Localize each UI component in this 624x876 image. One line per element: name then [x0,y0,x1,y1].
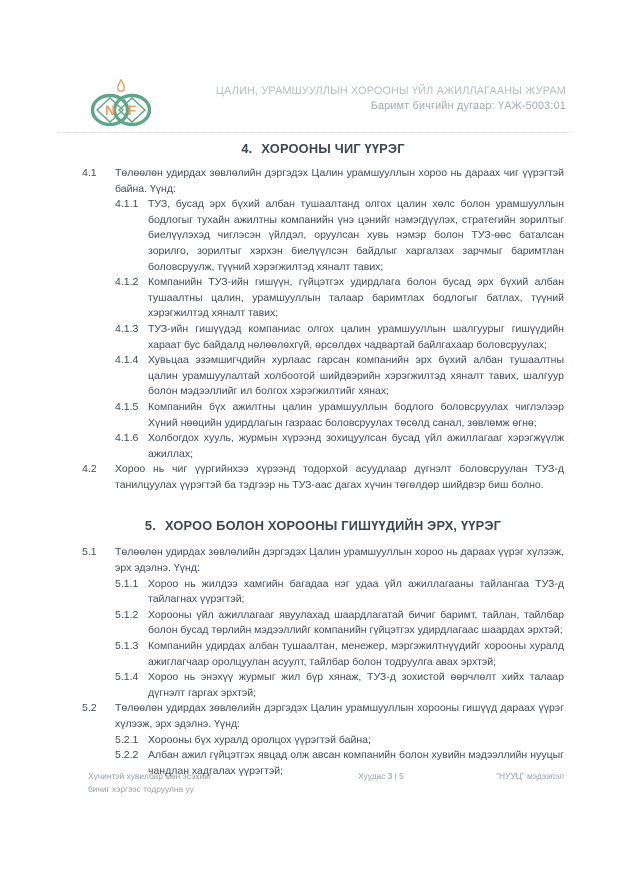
clause-number: 4.1.2 [115,276,139,289]
clause-number: 4.1.6 [115,432,139,445]
page-footer [88,770,564,796]
clause-number: 5.1 [82,546,97,559]
clause-number: 4.1.5 [115,400,139,413]
clause-text: Хорооны бүх хуралд оролцох үүрэгтэй байна; [148,733,371,746]
document-title: ЦАЛИН, УРАМШУУЛЛЫН ХОРООНЫ ҮЙЛ АЖИЛЛАГААНЫ ЖУРАМ [215,85,566,97]
clause-text: Төлөөлөн удирдах зөвлөлийн дэргэдэх Цалин урамшууллын хорооны гишүүд дараах үүрэг хүлээж, эрх эдэлнэ. Үүнд: [115,702,564,730]
clause-5-1-1 [115,577,564,608]
clause-number: 5.1.1 [115,577,139,590]
clause-text: Хороо нь жилдээ хамгийн багадаа нэг удаа үйл ажиллагааны тайлангаа ТУЗ-д тайлагнах үүрэгтэй; [148,577,564,606]
company-logo [88,78,154,132]
clause-5-1-3 [115,639,564,670]
clause-text: Хорооны үйл ажиллагааг явуулахад шаардлагатай бичиг баримт, тайлан, тайлбар болон бусад төрлийн мэдээллийг компанийн гүйцэтгэх удирдлагаас шаардах эрхтэй; [148,608,564,637]
footer-page-number: Хуудас 3 | 5 [358,771,404,781]
footer-confidentiality-label: “НУУЦ” мэдээлэл [496,771,564,781]
clause-text: Төлөөлөн удирдах зөвлөлийн дэргэдэх Цалин урамшууллын хороо нь дараах чиг үүрэгтэй байна. Үүнд: [115,167,564,195]
clause-number: 5.1.2 [115,608,139,621]
footer-validity-note [88,770,308,796]
clause-4-1-3 [115,322,564,353]
clause-number: 5.2.1 [115,733,139,746]
clause-4-1-6 [115,431,564,462]
clause-text: Хороо нь энэхүү журмыг жил бүр хянаж, ТУЗ-д зохистой өөрчлөлт хийх талаар дүгнэлт гаргах эрхтэй; [148,671,564,699]
clause-5-1-4 [115,670,564,701]
clause-4-2 [82,462,564,493]
clause-text: ТУЗ-ийн гишүүдэд компаниас олгох цалин урамшууллын шалгуурыг гишүүдийн хараат бус байдалд нөлөөлөхгүй, өрсөлдөх чадвартай байлгахаар боловсруулах; [148,322,564,351]
section-5-heading [82,518,564,534]
clause-4-1-4 [115,353,564,400]
clause-text: ТУЗ, бусад эрх бүхий албан тушаалтанд олгох цалин хөлс болон урамшууллын бодлогыг тухайн ажилтны компанийн үнэ цэнийг нэмэгдүүлэх, стратегийн зорилтыг биелүүлэхэд чиглэсэн үйлдэл, оруулсан хувь нэмэр болон ТУЗ-өөс баталсан зорилго, зорилтыг хэрхэн биелүүлсэн байдлыг харгалзах зарчмыг баримтлан боловсруулж, түүний хэрэгжилтэд хяналт тавих; [148,198,564,273]
clause-text: Хувьцаа эзэмшигчдийн хурлаас гарсан компанийн эрх бүхий албан тушаалтны цалин урамшуулалтай холбоотой шийдвэрийн хэрэгжилтэд хяналт тавих, шалгуур болон мэдээллийг ил болгох хэрэгжилтийг хянах; [148,354,564,398]
footer-validity-line2: бичиг хэргээс тодруулна уу [88,784,194,794]
clause-text: Хороо нь чиг үүргийнхээ хүрээнд тодорхой асуудлаар дүгнэлт боловсруулан ТУЗ-д танилцуулах үүрэгтэй ба тэдгээр нь ТУЗ-аас дагах хүчин төгөлдөр шийдвэр биш болно. [115,463,564,491]
svg-text:F: F [127,102,137,118]
clause-number: 5.1.3 [115,640,139,653]
document-header [88,76,566,132]
section-number: 4. [241,141,253,156]
clause-4-1-2 [115,275,564,322]
logo-flame-icon [118,80,125,91]
section-4-heading [82,141,564,157]
clause-text: Компанийн ТУЗ-ийн гишүүн, гүйцэтгэх удирдлага болон бусад эрх бүхий албан тушаалтны цалин, урамшууллын талаар баримтлах бодлогыг батлах, түүний хэрэгжилтэд хяналт тавих; [148,276,564,320]
clause-text: Албан ажил гүйцэтгэх явцад олж авсан компанийн болон хувийн мэдээллийн нууцыг чандлан хадгалах үүрэгтэй; [148,749,564,777]
clause-4-1 [82,166,564,197]
svg-text:N: N [104,102,116,118]
clause-number: 4.1 [82,167,97,179]
clause-text: Компанийн бүх ажилтны цалин урамшууллын бодлого боловсруулах чиглэлээр Хүний нөөцийн удирдлагын газраас боловсруулах төсөлд санал, зөвлөмж өгнө; [148,400,564,429]
clause-text: Компанийн удирдах албан тушаалтан, менежер, мэргэжилтнүүдийг хорооны хуралд ажиглагчаар оролцуулан асуулт, тайлбар болон тодруулга авах эрхтэй; [148,640,564,668]
clause-text: Холбогдох хууль, журмын хүрээнд зохицуулсан бусад үйл ажиллагааг хэрэгжүүлж ажиллах; [148,432,564,460]
clause-number: 5.1.4 [115,671,139,684]
section-title: ХОРОО БОЛОН ХОРООНЫ ГИШҮҮДИЙН ЭРХ, ҮҮРЭГ [164,518,502,534]
clause-text: Төлөөлөн удирдах зөвлөлийн дэргэдэх Цалин урамшууллын хороо нь дараах үүрэг хүлээж, эрх эдэлнэ. Үүнд: [115,546,564,575]
clause-5-1 [82,545,564,576]
clause-5-2-1 [115,733,564,749]
clause-4-1-5 [115,400,564,431]
section-title: ХОРООНЫ ЧИГ ҮҮРЭГ [261,141,405,156]
clause-number: 4.1.1 [115,198,139,211]
clause-number: 4.1.3 [115,322,139,335]
document-body [82,141,564,779]
clause-4-1-1 [115,197,564,275]
header-titles [216,84,566,114]
footer-validity-line1: Хүчинтэй хувилбар мөн эсэхийг [88,771,212,781]
section-number: 5. [144,518,156,534]
clause-number: 5.2 [82,702,97,715]
clause-5-1-2 [115,608,564,639]
header-divider [58,132,572,133]
clause-number: 4.2 [82,463,97,476]
clause-5-2 [82,701,564,732]
clause-number: 5.2.2 [115,749,139,762]
clause-number: 4.1.4 [115,354,139,367]
document-number: Баримт бичгийн дугаар: ҮАЖ-5003:01 [370,100,566,112]
